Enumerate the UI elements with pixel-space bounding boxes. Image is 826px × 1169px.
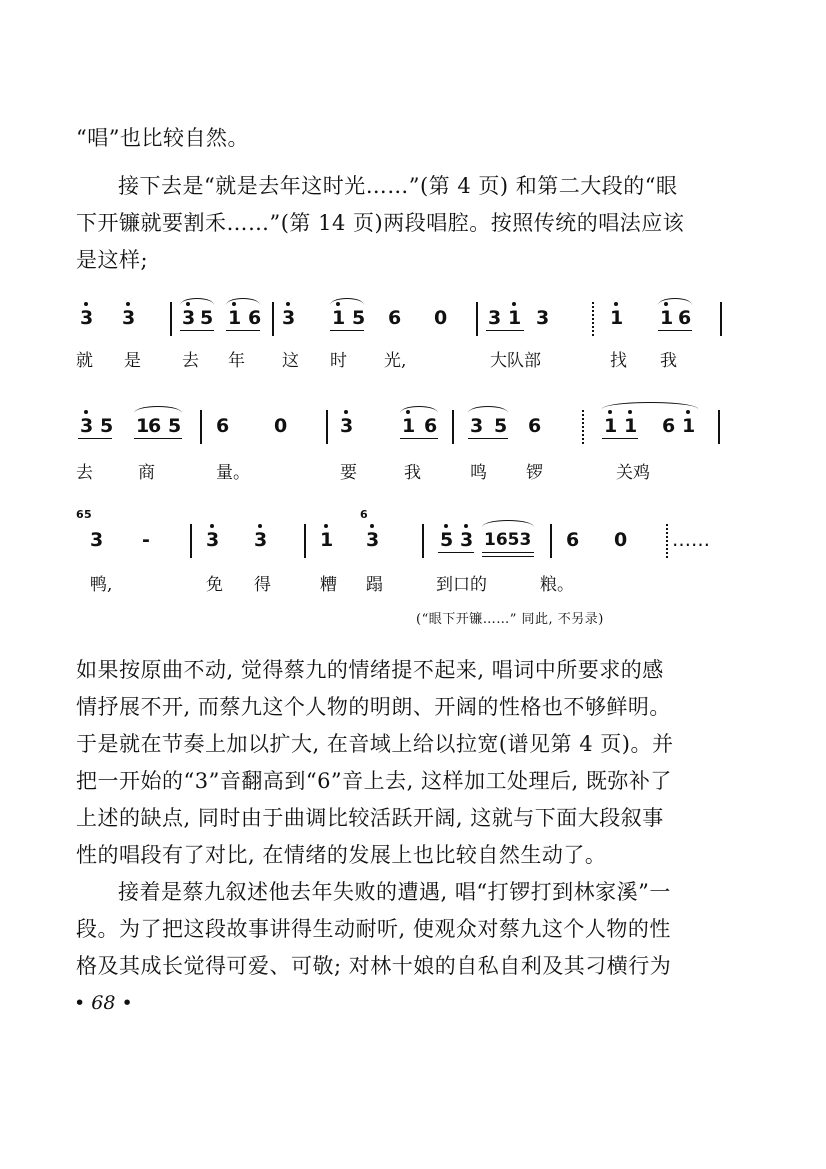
note: 0 xyxy=(434,307,448,329)
note: 5 xyxy=(200,307,214,329)
lyric: 去 xyxy=(182,351,199,371)
note: 1 xyxy=(228,307,242,329)
dotted-barline xyxy=(582,410,584,444)
octave-dot xyxy=(286,302,290,306)
lyric: 我 xyxy=(660,351,677,371)
note: 5 xyxy=(494,415,508,437)
slur xyxy=(226,298,260,305)
octave-dot xyxy=(324,524,328,528)
note: 3 xyxy=(488,307,502,329)
lyric: 商 xyxy=(138,463,155,483)
barline xyxy=(550,524,552,558)
note: 1 xyxy=(402,415,416,437)
note: 1 xyxy=(624,415,638,437)
text-line: 性的唱段有了对比, 在情绪的发展上也比较自然生动了。 xyxy=(76,843,607,867)
note: 6 xyxy=(528,415,542,437)
slur xyxy=(134,406,182,413)
text-line-3: 下开镰就要割禾……”(第 14 页)两段唱腔。按照传统的唱法应该 xyxy=(76,211,685,235)
note: 3 xyxy=(340,415,354,437)
note: 6 xyxy=(566,529,580,551)
octave-dot xyxy=(344,410,348,414)
note: 1653 xyxy=(484,530,532,550)
grace-note: 6 xyxy=(360,508,368,521)
text-line: 把一开始的“3”音翻高到“6”音上去, 这样加工处理后, 既弥补了 xyxy=(76,769,672,793)
note: 6 xyxy=(678,307,692,329)
barline xyxy=(190,524,192,558)
note: 5 xyxy=(168,415,182,437)
dotted-barline xyxy=(666,524,668,558)
barline xyxy=(272,302,274,336)
score-row-1 xyxy=(76,298,726,338)
note: 3 xyxy=(90,529,104,551)
octave-dot xyxy=(686,410,690,414)
page-number: • 68 • xyxy=(74,992,133,1014)
underline xyxy=(180,330,214,331)
note: 6 xyxy=(148,415,162,437)
lyric: 得 xyxy=(254,575,271,595)
slur xyxy=(482,520,534,527)
lyric: 是 xyxy=(124,351,141,371)
lyric: 量。 xyxy=(216,463,250,483)
note: 1 xyxy=(508,307,522,329)
slur xyxy=(658,298,692,305)
underline xyxy=(226,330,260,331)
note: 1 xyxy=(136,415,150,437)
text-line-4: 是这样; xyxy=(76,248,149,272)
text-line: 上述的缺点, 同时由于曲调比较活跃开阔, 这就与下面大段叙事 xyxy=(76,806,664,830)
lyric: 蹋 xyxy=(366,575,383,595)
octave-dot xyxy=(512,302,516,306)
note: 3 xyxy=(80,415,94,437)
lyric: 要 xyxy=(340,463,357,483)
slur xyxy=(602,402,698,409)
underline xyxy=(482,552,534,553)
continuation-dots: …… xyxy=(672,529,710,551)
lyric: 时 xyxy=(330,351,347,371)
note: 1 xyxy=(682,415,696,437)
underline xyxy=(400,438,438,439)
lyric: 鸣 xyxy=(470,463,487,483)
underline xyxy=(134,438,182,439)
text-line: 段。为了把这段故事讲得生动耐听, 使观众对蔡九这个人物的性 xyxy=(76,917,671,941)
barline xyxy=(718,410,720,444)
note: 3 xyxy=(254,529,268,551)
text-line-1: “唱”也比较自然。 xyxy=(76,126,249,150)
note: 3 xyxy=(182,307,196,329)
note: 0 xyxy=(614,529,628,551)
barline xyxy=(304,524,306,558)
octave-dot xyxy=(210,524,214,528)
slur xyxy=(330,298,364,305)
octave-dot xyxy=(84,302,88,306)
lyrics-row-3 xyxy=(76,570,726,594)
text-line: 格及其成长觉得可爱、可敬; 对林十娘的自私自利及其刁横行为 xyxy=(76,954,672,978)
note: 3 xyxy=(460,529,474,551)
underline xyxy=(330,330,364,331)
note: 3 xyxy=(366,529,380,551)
barline xyxy=(422,524,424,558)
octave-dot xyxy=(614,302,618,306)
octave-dot xyxy=(258,524,262,528)
note: 6 xyxy=(388,307,402,329)
note: 1 xyxy=(604,415,618,437)
lyric: 大队部 xyxy=(490,351,541,371)
text-line-2: 接下去是“就是去年这时光……”(第 4 页) 和第二大段的“眼 xyxy=(118,174,678,198)
note: 3 xyxy=(536,307,550,329)
text-line: 接着是蔡九叙述他去年失败的遭遇, 唱“打锣打到林家溪”一 xyxy=(118,880,671,904)
grace-note: 5 xyxy=(84,508,92,521)
underline xyxy=(468,438,508,439)
underline xyxy=(486,330,524,331)
score-row-3 xyxy=(76,508,726,560)
lyric: 锣 xyxy=(526,463,543,483)
grace-note: 6 xyxy=(76,508,84,521)
note: 3 xyxy=(282,307,296,329)
lyric: 找 xyxy=(610,351,627,371)
lyric: 鸭, xyxy=(90,575,113,595)
score-row-2 xyxy=(76,406,726,446)
octave-dot xyxy=(126,302,130,306)
slur xyxy=(400,406,438,413)
note: 1 xyxy=(660,307,674,329)
note: 6 xyxy=(424,415,438,437)
note: 1 xyxy=(320,529,334,551)
lyrics-row-2 xyxy=(76,458,726,482)
underline xyxy=(78,438,112,439)
lyric: 光, xyxy=(384,351,407,371)
note: 6 xyxy=(248,307,262,329)
underline xyxy=(602,438,638,439)
note: 1 xyxy=(332,307,346,329)
text-line: 于是就在节奏上加以扩大, 在音域上给以拉宽(谱见第 4 页)。并 xyxy=(76,732,674,756)
octave-dot xyxy=(370,524,374,528)
note: 5 xyxy=(100,415,114,437)
barline xyxy=(452,410,454,444)
barline xyxy=(200,410,202,444)
dotted-barline xyxy=(592,302,594,336)
slur xyxy=(468,406,508,413)
note: 6 xyxy=(662,415,676,437)
underline xyxy=(482,556,534,557)
underline xyxy=(658,330,692,331)
note: 3 xyxy=(80,307,94,329)
lyric: 年 xyxy=(228,351,245,371)
note: 3 xyxy=(470,415,484,437)
note: 5 xyxy=(440,529,454,551)
note: - xyxy=(142,529,150,551)
lyric: 这 xyxy=(282,351,299,371)
lyric: 到口的 xyxy=(436,575,487,595)
note: 3 xyxy=(206,529,220,551)
text-line: 情抒展不开, 而蔡九这个人物的明朗、开阔的性格也不够鲜明。 xyxy=(76,695,671,719)
note: 6 xyxy=(216,415,230,437)
score-caption: (“眼下开镰……” 同此, 不另录) xyxy=(416,612,604,627)
lyric: 我 xyxy=(404,463,421,483)
barline xyxy=(476,302,478,336)
octave-dot xyxy=(84,410,88,414)
note: 0 xyxy=(274,415,288,437)
text-line: 如果按原曲不动, 觉得蔡九的情绪提不起来, 唱词中所要求的感 xyxy=(76,658,664,682)
barline xyxy=(326,410,328,444)
lyric: 免 xyxy=(206,575,223,595)
lyric: 关鸡 xyxy=(616,463,650,483)
underline xyxy=(438,552,474,553)
octave-dot xyxy=(444,524,448,528)
lyric: 就 xyxy=(76,351,93,371)
note: 1 xyxy=(610,307,624,329)
slur xyxy=(180,298,214,305)
barline xyxy=(720,302,722,336)
note: 5 xyxy=(352,307,366,329)
note: 3 xyxy=(122,307,136,329)
octave-dot xyxy=(608,410,612,414)
octave-dot xyxy=(464,524,468,528)
lyric: 粮。 xyxy=(540,575,574,595)
lyrics-row-1 xyxy=(76,346,726,370)
lyric: 去 xyxy=(76,463,93,483)
lyric: 糟 xyxy=(320,575,337,595)
barline xyxy=(170,302,172,336)
octave-dot xyxy=(628,410,632,414)
